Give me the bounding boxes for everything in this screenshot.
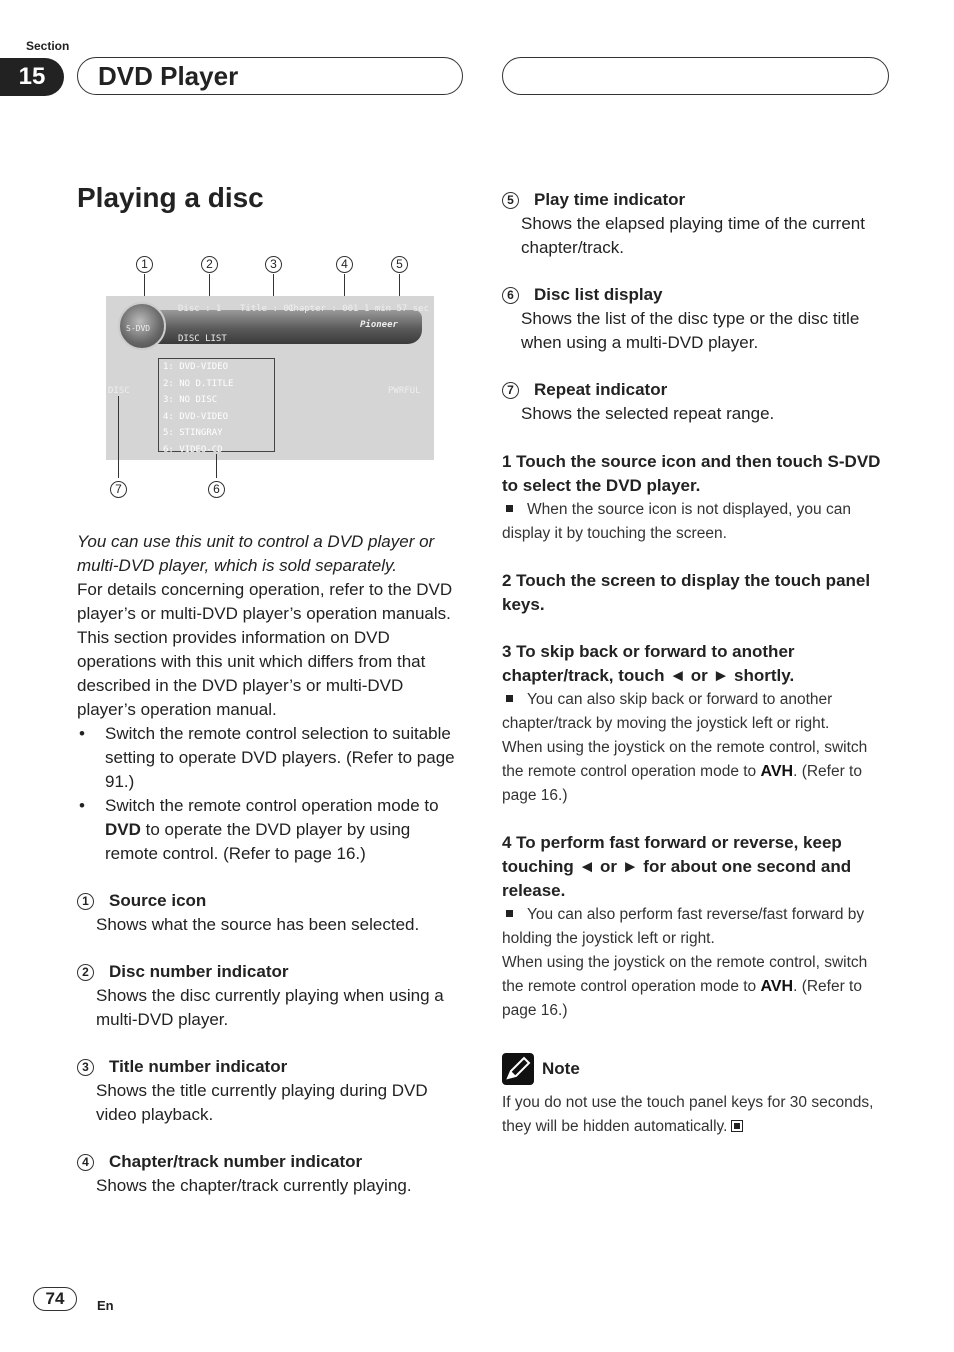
brand-logo: Pioneer	[360, 320, 398, 330]
callout-7: 7	[110, 481, 127, 498]
chapter-indicator: Chapter : 001	[288, 304, 359, 314]
disc-list-label: DISC LIST	[178, 334, 227, 344]
section-number: 15	[0, 58, 64, 96]
source-label: S-DVD	[126, 324, 151, 333]
item-desc: Shows the chapter/track currently playing.	[96, 1176, 412, 1195]
item-heading: 5 Play time indicator	[502, 188, 892, 212]
callout-2: 2	[201, 256, 218, 273]
list-item: 5: STINGRAY	[163, 428, 223, 438]
section-label: Section	[26, 39, 70, 53]
time-indicator: 1 min 57 sec	[364, 304, 430, 314]
bullet-text: Switch the remote control selection to suitable setting to operate DVD players. (Refer to page 91.)	[105, 724, 455, 791]
repeat-indicator: DISC	[108, 386, 130, 396]
step-note: You can also perform fast reverse/fast forward by holding the joystick left or right.	[502, 906, 865, 947]
item-desc: Shows what the source has been selected.	[96, 915, 420, 934]
bullet-item: • Switch the remote control selection to suitable setting to operate DVD players. (Refer to page 91.)	[77, 722, 463, 794]
step-note: When using the joystick on the remote control, switch the remote control operation mode to AVH. (Refer to page 16.)	[502, 739, 868, 804]
dvd-screen-image	[106, 296, 434, 460]
title-indicator: Title : 01	[240, 304, 295, 314]
callout-5: 5	[391, 256, 408, 273]
item-heading: 7 Repeat indicator	[502, 378, 892, 402]
step-1: 1 Touch the source icon and then touch S-DVD to select the DVD player.	[502, 452, 881, 495]
item-heading: 1 Source icon	[77, 889, 463, 913]
disc-indicator: Disc : 1	[178, 304, 222, 314]
intro-italic: You can use this unit to control a DVD player or multi-DVD player, which is sold separately.	[77, 532, 435, 575]
list-item: 6: VIDEO-CD	[163, 444, 223, 455]
list-item: 1: DVD-VIDEO	[163, 362, 229, 372]
leader-line	[118, 396, 119, 478]
left-column	[77, 530, 463, 1198]
item-desc: Shows the disc currently playing when using a multi-DVD player.	[96, 986, 444, 1029]
note-heading: Note	[502, 1053, 892, 1085]
list-item: 2: NO D.TITLE	[163, 378, 234, 389]
list-item: 4: DVD-VIDEO	[163, 411, 229, 422]
chapter-title: DVD Player	[77, 57, 463, 95]
item-heading: 2 Disc number indicator	[77, 960, 463, 984]
leader-line	[216, 454, 217, 478]
item-desc: Shows the list of the disc type or the disc title when using a multi-DVD player.	[521, 309, 860, 352]
bullet-text: Switch the remote control operation mode to DVD to operate the DVD player by using remote control. (Refer to page 16.)	[105, 796, 439, 863]
note-pencil-icon	[502, 1053, 534, 1085]
step-note: When the source icon is not displayed, you can display it by touching the screen.	[502, 501, 851, 542]
disc-list	[158, 358, 275, 455]
step-note: You can also skip back or forward to another chapter/track by moving the joystick left or right.	[502, 691, 833, 732]
language-label: En	[97, 1298, 114, 1313]
callout-1: 1	[136, 256, 153, 273]
item-heading: 4 Chapter/track number indicator	[77, 1150, 463, 1174]
callout-3: 3	[265, 256, 282, 273]
end-mark-icon	[731, 1120, 743, 1132]
page-number: 74	[33, 1287, 77, 1311]
pwrful-indicator: PWRFUL	[388, 386, 421, 396]
step-note: When using the joystick on the remote control, switch the remote control operation mode to AVH. (Refer to page 16.)	[502, 954, 868, 1019]
chapter-title-blank	[502, 57, 889, 95]
page-title: Playing a disc	[77, 182, 264, 213]
item-heading: 6 Disc list display	[502, 283, 892, 307]
list-item: 3: NO DISC	[163, 395, 218, 405]
item-heading: 3 Title number indicator	[77, 1055, 463, 1079]
item-desc: Shows the title currently playing during DVD video playback.	[96, 1081, 428, 1124]
note-text: If you do not use the touch panel keys for 30 seconds, they will be hidden automatically.	[502, 1094, 874, 1135]
item-desc: Shows the selected repeat range.	[521, 404, 775, 423]
intro-text: For details concerning operation, refer to the DVD player’s or multi-DVD player’s operation manuals. This section provides information on DVD operations with this unit which differs from that described in the DVD player’s or multi-DVD player’s operation manual.	[77, 580, 453, 719]
right-column	[502, 188, 892, 1139]
step-2: 2 Touch the screen to display the touch panel keys.	[502, 571, 871, 614]
callout-6: 6	[208, 481, 225, 498]
item-desc: Shows the elapsed playing time of the current chapter/track.	[521, 214, 865, 257]
step-4: 4 To perform fast forward or reverse, keep touching ◄ or ► for about one second and release.	[502, 833, 852, 900]
step-3: 3 To skip back or forward to another chapter/track, touch ◄ or ► shortly.	[502, 642, 795, 685]
callout-4: 4	[336, 256, 353, 273]
bullet-item: • Switch the remote control operation mode to DVD to operate the DVD player by using remote control. (Refer to page 16.)	[77, 794, 463, 866]
